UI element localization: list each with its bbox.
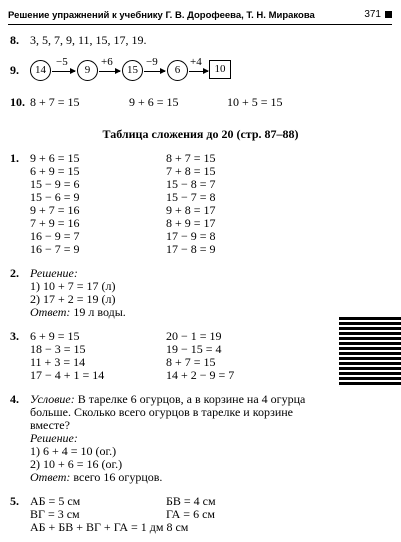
ex4-solution-label: Решение: [30,431,78,445]
ex1-left-row: 9 + 6 = 15 [30,151,80,165]
ex5-right-row: БВ = 4 см [166,494,216,508]
ex2-step: 2) 17 + 2 = 19 (л) [30,292,116,306]
section-title: Таблица сложения до 20 (стр. 87–88) [102,127,299,141]
chain-arrow-4 [189,71,208,72]
exercise-4-number: 4. [10,392,19,406]
ex3-right-row: 19 − 15 = 4 [166,342,222,356]
exercise-10-item-1: 8 + 7 = 15 [30,95,80,109]
ex4-answer-label: Ответ: [30,470,71,484]
chain-arrow-3 [144,71,165,72]
ex5-total: АБ + БВ + ВГ + ГА = 1 дм 8 см [30,520,189,534]
exercise-9-number: 9. [10,63,19,77]
ex1-left-row: 16 − 9 = 7 [30,229,80,243]
chain-op-1: −5 [56,56,68,68]
ex3-left-row: 17 − 4 + 1 = 14 [30,368,105,382]
exercise-10-number: 10. [10,95,25,109]
ex2-step: 1) 10 + 7 = 17 (л) [30,279,116,293]
chain-node-3: 15 [122,60,143,81]
ex5-left-row: ВГ = 3 см [30,507,80,521]
exercise-8-number: 8. [10,33,19,47]
ex1-left-row: 15 − 9 = 6 [30,177,80,191]
chain-node-1: 14 [30,60,51,81]
chain-op-2: +6 [101,56,113,68]
running-title: Решение упражнений к учебнику Г. В. Дорофеева, Т. Н. Миракова [8,10,315,21]
ex4-step: 1) 6 + 4 = 10 (ог.) [30,444,117,458]
ex1-left-row: 16 − 7 = 9 [30,242,80,256]
ex1-right-row: 7 + 8 = 15 [166,164,216,178]
exercise-9-chain [30,58,230,84]
ex1-left-row: 9 + 7 = 16 [30,203,80,217]
ex5-right-row: ГА = 6 см [166,507,215,521]
ex4-condition-text: В тарелке 6 огурцов, а в корзине на 4 огурца [77,392,306,406]
ex4-condition-label: Условие: [30,392,75,406]
ex4-condition-line-2: больше. Сколько всего огурцов в тарелке и корзине [30,405,294,419]
ex2-solution-label: Решение: [30,266,78,280]
chain-op-3: −9 [146,56,158,68]
ex1-right-row: 9 + 8 = 17 [166,203,216,217]
ex4-answer-line [30,470,162,485]
chain-result-box: 10 [209,60,231,79]
ex4-step: 2) 10 + 6 = 16 (ог.) [30,457,123,471]
ex1-left-row: 6 + 9 = 15 [30,164,80,178]
page-edge-stripes [339,317,401,387]
ex1-right-row: 8 + 9 = 17 [166,216,216,230]
ex3-left-row: 11 + 3 = 14 [30,355,86,369]
exercise-10-item-3: 10 + 5 = 15 [227,95,283,109]
exercise-3-number: 3. [10,329,19,343]
ex3-left-row: 18 − 3 = 15 [30,342,86,356]
ex3-right-row: 8 + 7 = 15 [166,355,216,369]
page-header [8,4,392,25]
chain-arrow-1 [52,71,75,72]
ex1-right-row: 17 − 9 = 8 [166,229,216,243]
exercise-1-number: 1. [10,151,19,165]
ex4-condition-line-3: вместе? [30,418,70,432]
ex2-answer: 19 л воды. [73,305,126,319]
chain-op-4: +4 [190,56,202,68]
exercise-8-sequence: 3, 5, 7, 9, 11, 15, 17, 19. [30,33,147,47]
ex1-right-row: 15 − 7 = 8 [166,190,216,204]
page-number: 371 [364,9,381,20]
exercise-5-number: 5. [10,494,19,508]
ex2-answer-label: Ответ: [30,305,71,319]
chain-node-4: 6 [167,60,188,81]
ex4-answer: всего 16 огурцов. [73,470,163,484]
header-marker-square [385,11,392,18]
ex1-left-row: 15 − 6 = 9 [30,190,80,204]
ex3-left-row: 6 + 9 = 15 [30,329,80,343]
ex1-left-row: 7 + 9 = 16 [30,216,80,230]
ex1-right-row: 17 − 8 = 9 [166,242,216,256]
ex3-right-row: 14 + 2 − 9 = 7 [166,368,235,382]
ex5-left-row: АБ = 5 см [30,494,81,508]
exercise-10-item-2: 9 + 6 = 15 [129,95,179,109]
ex3-right-row: 20 − 1 = 19 [166,329,222,343]
exercise-2-number: 2. [10,266,19,280]
chain-node-2: 9 [77,60,98,81]
ex1-right-row: 8 + 7 = 15 [166,151,216,165]
ex1-right-row: 15 − 8 = 7 [166,177,216,191]
ex2-answer-line [30,305,126,320]
chain-arrow-2 [99,71,120,72]
